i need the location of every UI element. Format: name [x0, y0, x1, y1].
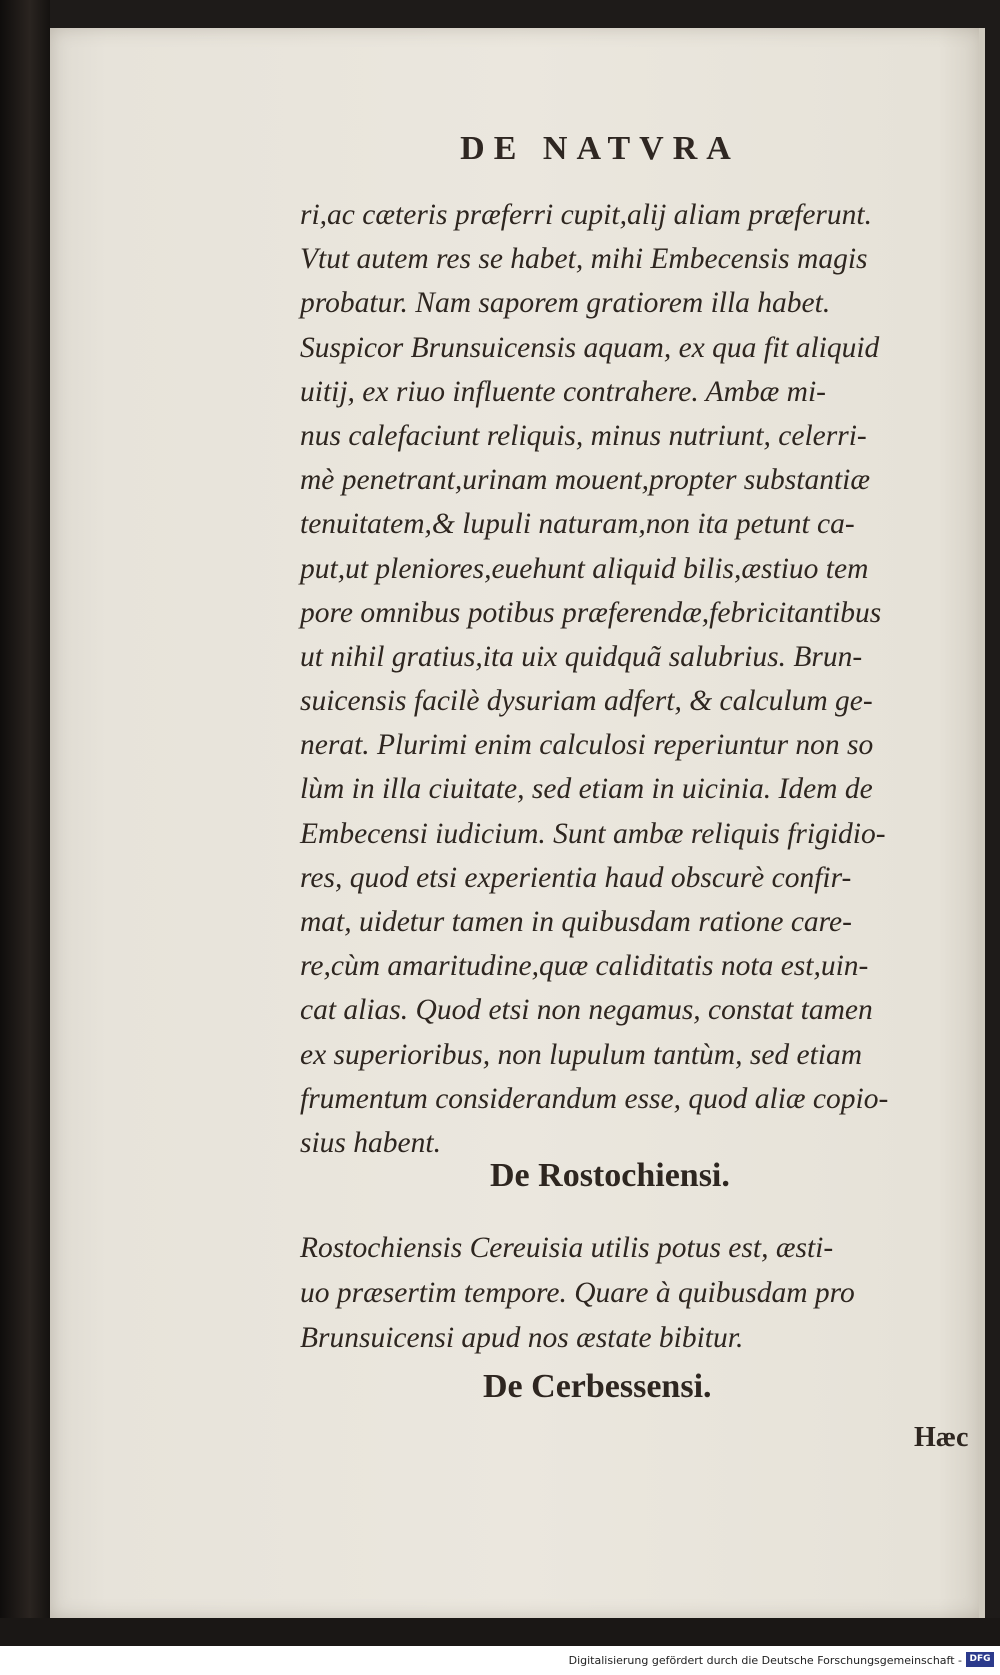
text-line: frumentum considerandum esse, quod aliæ copio- [300, 1082, 889, 1115]
text-line: tenuitatem,& lupuli naturam,non ita petunt ca- [300, 508, 855, 541]
text-line: nus calefaciunt reliquis, minus nutriunt, celerri- [300, 419, 867, 452]
text-line: uo præsertim tempore. Quare à quibusdam pro [300, 1277, 855, 1309]
funding-credit: Digitalisierung gefördert durch die Deutsche Forschungsgemeinschaft - [568, 1654, 962, 1667]
text-line: Suspicor Brunsuicensis aquam, ex qua fit aliquid [300, 331, 880, 364]
text-line: sius habent. [300, 1126, 441, 1159]
text-line: ri,ac cæteris præferri cupit,alij aliam præferunt. [300, 199, 872, 231]
text-line: suicensis facilè dysuriam adfert, & calculum ge- [300, 685, 873, 718]
text-line: ut nihil gratius,ita uix quidquã salubrius. Brun- [300, 640, 863, 673]
footer-bar [0, 1646, 1000, 1675]
text-line: mè penetrant,urinam mouent,propter substantiæ [300, 464, 871, 497]
dfg-logo: DFG [966, 1652, 994, 1667]
section-heading-cerbessensi: De Cerbessensi. [483, 1368, 712, 1405]
text-line: nerat. Plurimi enim calculosi reperiuntur non so [300, 729, 874, 762]
text-line: mat, uidetur tamen in quibusdam ratione care- [300, 906, 852, 938]
text-line: re,cùm amaritudine,quæ caliditatis nota est,uin- [300, 950, 869, 983]
catchword: Hæc [914, 1422, 969, 1453]
text-line: probatur. Nam saporem gratiorem illa habet. [300, 287, 831, 320]
text-line: ex superioribus, non lupulum tantùm, sed etiam [300, 1038, 863, 1071]
text-line: Embecensi iudicium. Sunt ambæ reliquis frigidio- [300, 817, 886, 850]
text-line: put,ut pleniores,euehunt aliquid bilis,æstiuo tem [300, 552, 869, 585]
scan-bottom-band [0, 1618, 1000, 1646]
running-head: DE NATVRA [460, 130, 740, 167]
text-line: Rostochiensis Cereuisia utilis potus est, æsti- [300, 1232, 834, 1264]
text-line: pore omnibus potibus præferendæ,febricitantibus [300, 596, 882, 629]
text-line: lùm in illa ciuitate, sed etiam in uicinia. Idem de [300, 773, 873, 806]
section-heading-rostochiensi: De Rostochiensi. [490, 1157, 730, 1194]
text-line: Brunsuicensi apud nos æstate bibitur. [300, 1322, 744, 1354]
text-line: Vtut autem res se habet, mihi Embecensis magis [300, 243, 868, 276]
paragraph-1 [300, 193, 990, 1165]
text-line: res, quod etsi experientia haud obscurè confir- [300, 861, 852, 894]
book-spine [0, 0, 50, 1646]
text-line: cat alias. Quod etsi non negamus, constat tamen [300, 994, 873, 1027]
text-line: uitij, ex riuo influente contrahere. Ambæ mi- [300, 375, 827, 408]
paragraph-2 [300, 1226, 990, 1361]
